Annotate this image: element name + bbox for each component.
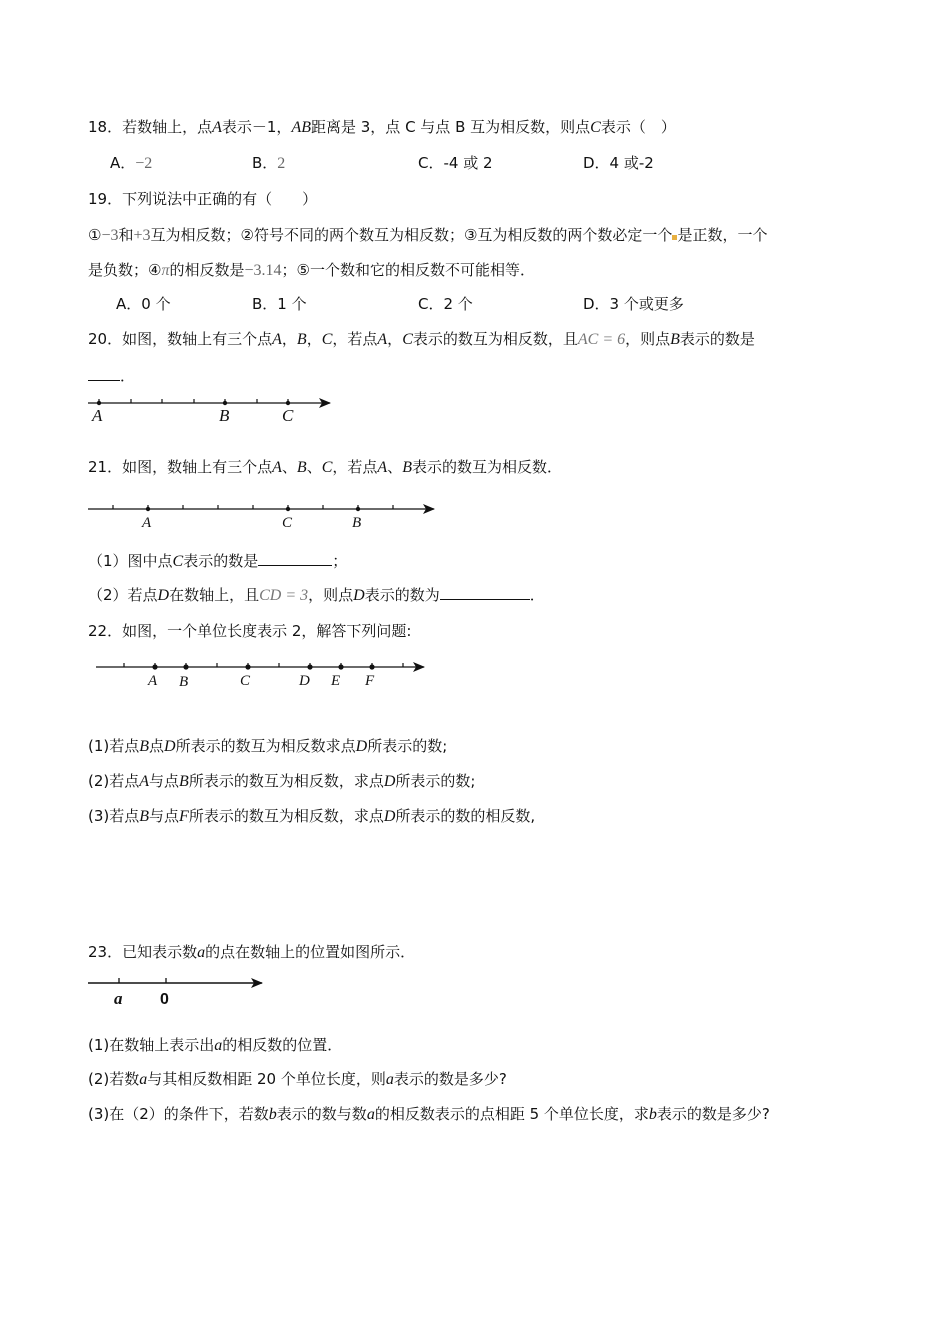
q22-label-a: A bbox=[148, 673, 158, 689]
q21-stem: 21．如图，数轴上有三个点A、B、C，若点A、B表示的数互为相反数． bbox=[88, 458, 562, 476]
q20-point-a bbox=[97, 401, 101, 405]
q19-statements-line2: 是负数；④π的相反数是−3.14；⑤一个数和它的相反数不可能相等． bbox=[88, 261, 535, 279]
q20-label-a: A bbox=[92, 406, 103, 425]
q22-point-e bbox=[338, 664, 343, 669]
q22-point-f bbox=[369, 664, 374, 669]
q21-label-c: C bbox=[282, 515, 293, 531]
q21-point-c bbox=[286, 507, 290, 511]
q20-number-line bbox=[88, 399, 330, 425]
q21-label-b: B bbox=[352, 515, 362, 531]
q20-stem: 20．如图，数轴上有三个点A，B，C，若点A，C表示的数互为相反数，且AC = 6，则点B表示的数是 bbox=[88, 330, 755, 348]
q22-number-line bbox=[96, 663, 424, 690]
q19-option-b[interactable]: B．1 个 bbox=[252, 295, 307, 313]
q20-point-c bbox=[286, 401, 290, 405]
q19-option-a[interactable]: A．0 个 bbox=[116, 295, 171, 313]
q22-point-a bbox=[152, 664, 157, 669]
q21-point-b bbox=[356, 507, 360, 511]
q21-number-line bbox=[88, 505, 434, 531]
q23-part1: (1)在数轴上表示出a的相反数的位置． bbox=[88, 1036, 343, 1054]
q20-point-b bbox=[223, 401, 227, 405]
q22-part1: (1)若点B点D所表示的数互为相反数求点D所表示的数; bbox=[88, 737, 448, 755]
q22-point-b bbox=[183, 664, 188, 669]
q18-option-b[interactable]: B．2 bbox=[252, 154, 286, 172]
q23-part2: (2)若数a与其相反数相距 20 个单位长度，则a表示的数是多少? bbox=[88, 1070, 507, 1088]
q19-statements-line1: ①−3和+3互为相反数；②符号不同的两个数互为相反数；③互为相反数的两个数必定一个 是正数，一个 bbox=[88, 226, 768, 244]
q21-point-a bbox=[146, 507, 150, 511]
q22-part3: (3)若点B与点F所表示的数互为相反数，求点D所表示的数的相反数, bbox=[88, 807, 536, 825]
q18-option-a[interactable]: A．−2 bbox=[110, 154, 153, 172]
q23-part3: (3)在（2）的条件下，若数b表示的数与数a的相反数表示的点相距 5 个单位长度，求b表示的数是多少? bbox=[88, 1105, 770, 1123]
q20-label-b: B bbox=[219, 406, 230, 425]
q19-option-c[interactable]: C．2 个 bbox=[418, 295, 473, 313]
q20-answer-line: ． bbox=[88, 366, 135, 386]
q23-label-a: a bbox=[114, 989, 123, 1008]
q23-stem: 23．已知表示数a的点在数轴上的位置如图所示． bbox=[88, 943, 416, 961]
q22-label-c: C bbox=[240, 673, 251, 689]
q18-option-d[interactable]: D．4 或-2 bbox=[583, 154, 654, 172]
q19-stem: 19．下列说法中正确的有（ ） bbox=[88, 190, 318, 208]
q21-label-a: A bbox=[142, 515, 152, 531]
q22-label-e: E bbox=[331, 673, 341, 689]
q21-part2: （2）若点D在数轴上，且CD = 3，则点D表示的数为 ． bbox=[88, 586, 545, 604]
q22-stem: 22．如图，一个单位长度表示 2，解答下列问题: bbox=[88, 622, 412, 640]
q18-option-c[interactable]: C．-4 或 2 bbox=[418, 154, 493, 172]
q21-part1: （1）图中点C表示的数是 ； bbox=[88, 552, 348, 570]
q22-label-b: B bbox=[179, 674, 189, 690]
q18-stem: 18．若数轴上，点A表示－1，AB距离是 3，点 C 与点 B 互为相反数，则点C表示（ ） bbox=[88, 118, 676, 136]
q19-option-d[interactable]: D．3 个或更多 bbox=[583, 295, 684, 313]
q22-part2: (2)若点A与点B所表示的数互为相反数，求点D所表示的数; bbox=[88, 772, 476, 790]
q22-point-d bbox=[307, 664, 312, 669]
q22-label-f: F bbox=[365, 673, 375, 689]
q20-label-c: C bbox=[282, 406, 294, 425]
q23-label-zero: 0 bbox=[160, 991, 169, 1008]
q22-label-d: D bbox=[299, 673, 310, 689]
q23-number-line bbox=[88, 978, 262, 1008]
q22-point-c bbox=[245, 664, 250, 669]
